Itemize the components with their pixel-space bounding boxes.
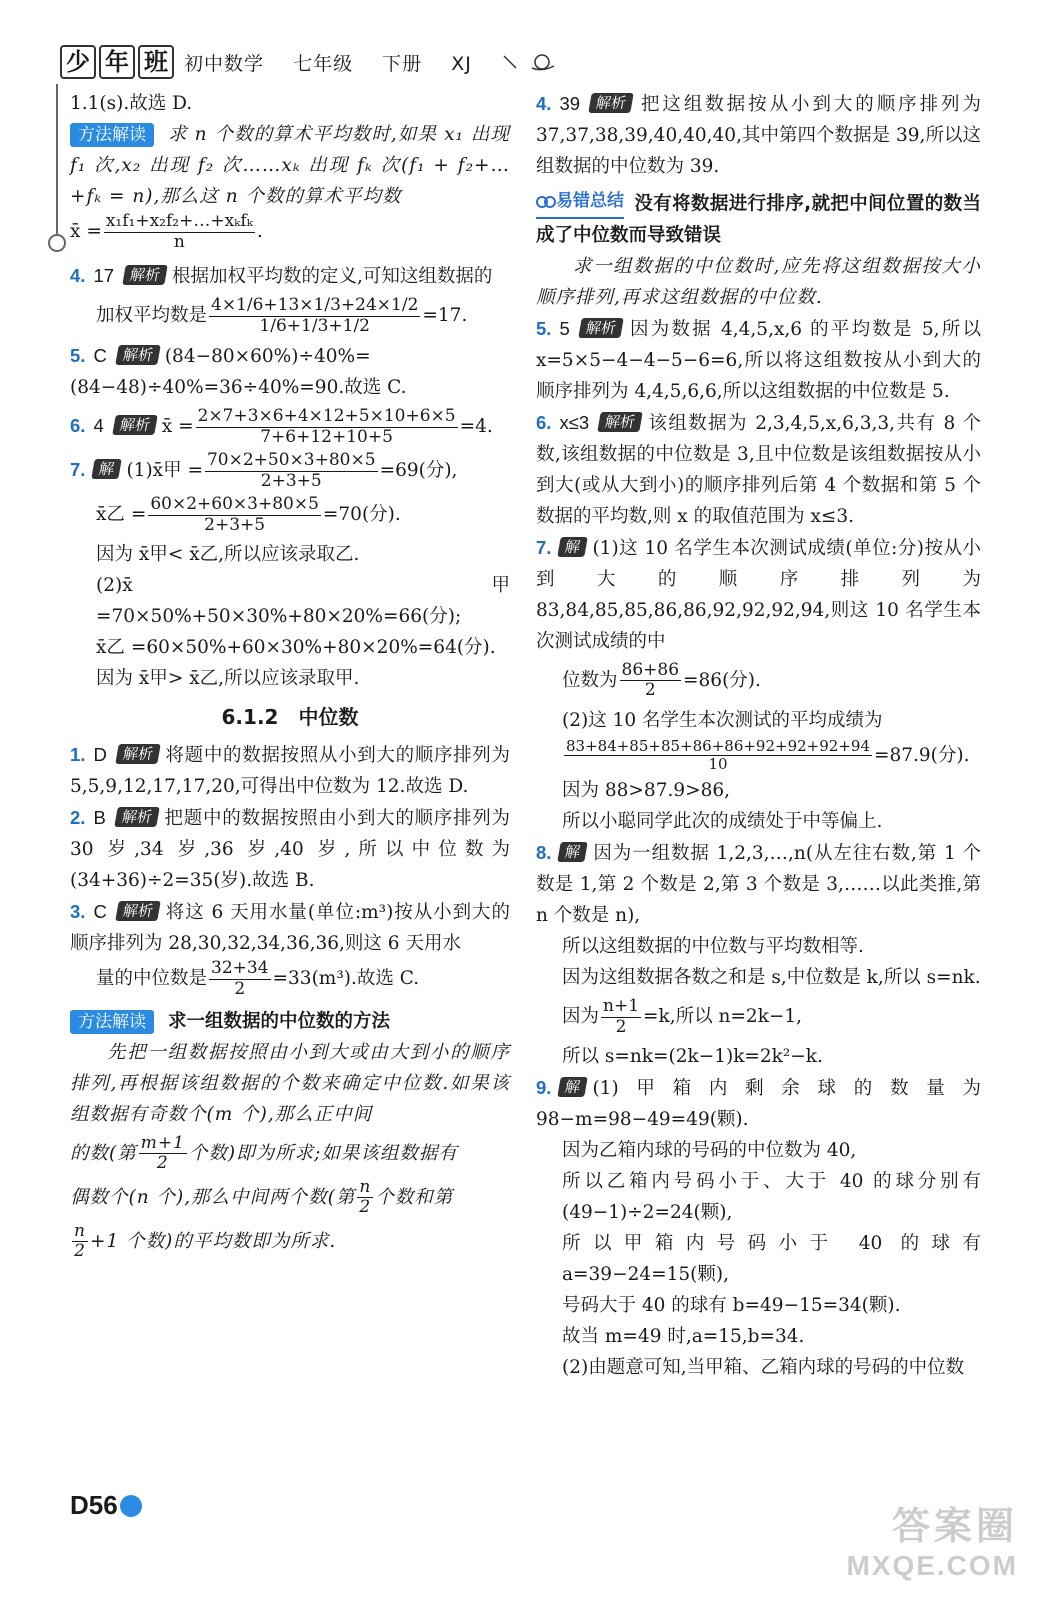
answer: B (93, 807, 106, 829)
section-question-1 (70, 739, 510, 802)
method-text: 先把一组数据按照由小到大或由大到小的顺序排列,再根据该组数据的个数来确定中位数.如果该组数据有奇数个(m 个),那么正中间 (70, 1041, 510, 1125)
error-summary-title: 没有将数据进行排序,就把中间位置的数当成了中位数而导致错误 (536, 193, 981, 246)
margin-line (56, 84, 58, 234)
r7-numerator: 86+86 (621, 659, 680, 680)
brand-logo (60, 45, 174, 79)
question-text: 将题中的数据按照从小到大的顺序排列为 5,5,9,12,17,17,20,可得出中位数为 12.故选 D. (70, 745, 510, 798)
question-number: 8. (536, 842, 552, 864)
question-number: 3. (70, 901, 86, 923)
r7-formula (536, 661, 981, 701)
question-7-median (536, 532, 981, 657)
q6-result: =4. (459, 416, 493, 438)
question-number: 4. (536, 93, 552, 114)
r9-text-6: 故当 m=49 时,a=15,b=34. (562, 1326, 805, 1348)
q7-l1-denominator: 2+3+5 (260, 470, 322, 491)
analysis-tag: 解析 (115, 744, 161, 764)
question-text: 把这组数据按从小到大的顺序排列为 37,37,38,39,40,40,40,其中第四个数据是 39,所以这组数据的中位数为 39. (536, 94, 981, 177)
question-text: 该组数据为 2,3,4,5,x,6,3,3,共有 8 个数,该组数据的中位数是 3,且中位数是该组数据按从小到大(或从大到小)的顺序排列后第 4 个数据和第 5 个数据的平均数,则 x 的取值范围为 x≤3. (536, 412, 981, 527)
q7-l1-numerator: 70×2+50×3+80×5 (206, 450, 376, 471)
question-number: 5. (536, 317, 552, 339)
question-5 (70, 340, 510, 403)
page-number: D56 (70, 1490, 118, 1520)
method-frac-d-den: 2 (74, 1241, 86, 1262)
page-header (60, 42, 580, 82)
analysis-tag: 解析 (115, 345, 161, 365)
answer: D (93, 744, 107, 766)
method-tag: 方法解读 (70, 123, 154, 147)
q7-line-3: 因为 x̄甲< x̄乙,所以应该录取乙. (96, 544, 360, 566)
r9-text-5: 号码大于 40 的球有 b=49−15=34(颗). (562, 1295, 901, 1317)
question-9-median (536, 1072, 981, 1135)
method-frac-c-num: n (359, 1176, 372, 1197)
method-text: 求 n 个数的算术平均数时,如果 x₁ 出现 f₁ 次,x₂ 出现 f₂ 次……xₖ 出现 fₖ 次(f₁ + f₂+…+fₖ = n),那么这 n 个数的算术平均数 (70, 124, 510, 207)
analysis-tag: 解析 (588, 93, 634, 113)
question-number: 7. (70, 459, 86, 481)
header-decoration-icon (502, 52, 562, 72)
question-text: 根据加权平均数的定义,可知这组数据的 (172, 266, 493, 288)
r7-text-3: 因为 88>87.9>86, (562, 780, 731, 802)
method-formula: x̄ = $\frac{\text{x₁f₁+x₂f₂+…+xₖfₖ}}{n}$ . (70, 211, 263, 252)
r7-result-2: =87.9(分). (873, 744, 970, 766)
analysis-tag: 解析 (578, 318, 624, 338)
section-question-2 (70, 802, 510, 896)
question-text: (1)这 10 名学生本次测试成绩(单位:分)按从小到大的顺序排列为 83,84,85,85,86,86,92,92,92,94,则这 10 名学生本次测试成绩的中 (536, 537, 981, 652)
analysis-tag: 解析 (122, 265, 168, 285)
q7-l2-numerator: 60×2+60×3+80×5 (150, 494, 319, 515)
method-frac-b-den: 2 (156, 1153, 169, 1174)
method-text-b-pre: 的数(第 (70, 1142, 137, 1164)
answer: x≤3 (559, 411, 590, 433)
q6-lhs: x̄ = (161, 416, 194, 438)
q7-l2-result: =70(分). (322, 504, 401, 526)
question-number: 4. (70, 265, 86, 287)
analysis-tag: 解析 (597, 412, 643, 432)
solution-tag: 解 (558, 537, 589, 557)
error-summary (536, 186, 981, 251)
answer: 39 (559, 93, 581, 114)
subject-label: 初中数学 (184, 52, 265, 75)
watermark-title: 答案圈 (891, 1506, 1018, 1548)
question-text: 因为一组数据 1,2,3,…,n(从左往右数,第 1 个数是 1,第 2 个数是 2,第 3 个数是 3,……以此类推,第 n 个数是 n), (536, 843, 981, 927)
answer: C (93, 345, 107, 367)
grade-label: 七年级 (293, 52, 354, 75)
question-text: 因为数据 4,4,5,x,6 的平均数是 5,所以 x=5×5−4−4−5−6=6,所以将这组数按从小到大的顺序排列为 4,4,5,6,6,所以这组数据的中位数是 5. (536, 318, 981, 402)
solution-tag: 解 (92, 459, 123, 479)
q4-denominator: 1/6+1/3+1/2 (259, 315, 370, 336)
q6-numerator: 2×7+3×6+4×12+5×10+6×5 (197, 406, 456, 427)
question-6-median (536, 407, 981, 532)
question-5-median (536, 313, 981, 407)
r8-result: =k,所以 n=2k−1, (643, 1006, 803, 1028)
error-summary-tag (536, 186, 624, 219)
q7-line-5: x̄乙 =60×50%+60×30%+80×20%=64(分). (96, 637, 496, 659)
r7-text-2: (2)这 10 名学生本次测试的平均成绩为 (562, 709, 883, 731)
r8-numerator: n+1 (603, 996, 640, 1017)
method-block-1 (70, 119, 510, 212)
s3-result: =33(m³).故选 C. (272, 968, 420, 990)
q4-numerator: 4×1/6+13×1/3+24×1/2 (211, 295, 419, 316)
q7-l2-pre: x̄乙 = (96, 504, 147, 526)
method-block-2 (70, 1006, 510, 1037)
r7-text-4: 所以小聪同学此次的成绩处于中等偏上. (562, 811, 883, 833)
q6-denominator: 7+6+12+10+5 (260, 426, 393, 447)
logo-char: 少 (60, 45, 96, 79)
edition-label: XJ (451, 52, 472, 75)
q4-label: 加权平均数是 (96, 305, 208, 327)
formula-numerator: x₁f₁+x₂f₂+…+xₖfₖ (105, 211, 253, 231)
method-title: 求一组数据的中位数的方法 (168, 1010, 391, 1032)
question-text: (84−80×60%)÷40%=(84−48)÷40%=36÷40%=90.故选 C. (70, 346, 407, 399)
r8-pre: 因为 (562, 1006, 600, 1028)
method-text-b-post: 个数)即为所求;如果该组数据有 (188, 1142, 458, 1164)
r9-text-7: (2)由题意可知,当甲箱、乙箱内球的号码的中位数 (562, 1357, 965, 1379)
question-6 (70, 407, 510, 447)
r8-text-2: 所以这组数据的中位数与平均数相等. (562, 936, 864, 958)
method-text-c (70, 1178, 510, 1218)
method-tag: 方法解读 (70, 1010, 154, 1034)
answer: 4 (93, 415, 104, 437)
question-text: 将这 6 天用水量(单位:m³)按从小到大的顺序排列为 28,30,32,34,36,36,则这 6 天用水 (70, 902, 510, 955)
r7-result: =86(分). (683, 669, 761, 691)
q4-result: =17. (422, 305, 468, 327)
r9-text-4: 所以甲箱内号码小于 40 的球有 a=39−24=15(颗), (562, 1233, 981, 1286)
method-frac-c-den: 2 (359, 1197, 372, 1218)
answer-line: 1.1(s).故选 D. (70, 93, 193, 114)
analysis-tag: 解析 (114, 807, 160, 827)
q7-line-2 (70, 495, 510, 535)
question-8-median (536, 837, 981, 931)
right-column (536, 88, 981, 1383)
r8-formula (536, 997, 981, 1037)
q7-l1-pre: (1)x̄甲 = (126, 460, 203, 482)
answer: C (93, 901, 107, 923)
method-text-d (70, 1222, 510, 1262)
method-text-d-post: +1 个数)的平均数即为所求. (89, 1230, 337, 1252)
section-question-3 (70, 896, 510, 959)
r7-denominator-2: 10 (708, 754, 728, 773)
margin-knob-icon (48, 234, 66, 252)
question-4 (70, 260, 510, 292)
question-number: 2. (70, 807, 86, 829)
solution-tag: 解 (558, 842, 589, 862)
q7-line-6: 因为 x̄甲> x̄乙,所以应该录取甲. (96, 668, 360, 690)
r8-denominator: 2 (615, 1016, 627, 1037)
method-text-b (70, 1134, 510, 1174)
method-frac-b-num: m+1 (140, 1132, 185, 1153)
r8-text-4: 所以 s=nk=(2k−1)k=2k²−k. (562, 1046, 823, 1068)
question-number: 5. (70, 345, 86, 367)
method-text-c-post: 个数和第 (375, 1186, 454, 1208)
left-column (70, 88, 510, 1262)
method-frac-d-num: n (74, 1220, 86, 1241)
section-title: 6.1.2 中位数 (221, 705, 359, 730)
solution-tag: 解 (558, 1077, 589, 1097)
q7-line-4: (2)x̄甲 =70×50%+50×30%+80×20%=66(分); (96, 575, 510, 628)
error-summary-body: 求一组数据的中位数时,应先将这组数据按大小顺序排列,再求这组数据的中位数. (536, 255, 981, 308)
logo-char: 班 (138, 45, 174, 79)
question-7 (70, 451, 510, 491)
q7-l2-denominator: 2+3+5 (204, 514, 266, 535)
logo-char: 年 (99, 45, 135, 79)
question-number: 9. (536, 1077, 552, 1099)
page-footer (70, 1490, 142, 1521)
r7-numerator-2: 83+84+85+85+86+86+92+92+92+94 (566, 736, 870, 755)
analysis-tag: 解析 (112, 415, 158, 435)
answer: 17 (93, 265, 115, 287)
globe-icon (120, 1495, 142, 1517)
r9-text-2: 因为乙箱内球的号码的中位数为 40, (562, 1140, 857, 1162)
formula-lhs: x̄ = (70, 221, 102, 243)
error-icon (536, 194, 556, 210)
watermark (846, 1495, 1018, 1582)
question-number: 6. (536, 411, 552, 433)
question-text: (1)甲箱内剩余球的数量为 98−m=98−49=49(颗). (536, 1078, 981, 1131)
question-number: 7. (536, 536, 552, 558)
r8-text-3: 因为这组数据各数之和是 s,中位数是 k,所以 s=nk. (562, 967, 981, 989)
error-summary-label: 易错总结 (556, 191, 624, 211)
volume-label: 下册 (382, 52, 423, 75)
formula-denominator: n (173, 231, 185, 252)
answer: 5 (559, 317, 570, 339)
question-4-median (536, 88, 981, 182)
r7-formula-2 (536, 738, 981, 774)
analysis-tag: 解析 (115, 901, 161, 921)
s3-formula (70, 959, 510, 999)
s3-denominator: 2 (234, 979, 246, 1000)
r7-pre: 位数为 (562, 669, 618, 691)
r9-text-3: 所以乙箱内号码小于、大于 40 的球分别有(49−1)÷2=24(颗), (562, 1171, 981, 1224)
question-number: 1. (70, 744, 86, 766)
question-text: 把题中的数据按照由小到大的顺序排列为 30 岁,34 岁,36 岁,40 岁,所以中位数为(34+36)÷2=35(岁).故选 B. (70, 808, 510, 892)
s3-numerator: 32+34 (211, 958, 269, 979)
watermark-url: MXQE.COM (846, 1550, 1018, 1581)
s3-pre: 量的中位数是 (96, 968, 208, 990)
q4-formula (70, 296, 510, 336)
q7-l1-result: =69(分), (379, 460, 458, 482)
r7-denominator: 2 (644, 680, 656, 701)
book-info (184, 49, 494, 76)
question-number: 6. (70, 415, 86, 437)
method-text-c-pre: 偶数个(n 个),那么中间两个数(第 (70, 1186, 356, 1208)
